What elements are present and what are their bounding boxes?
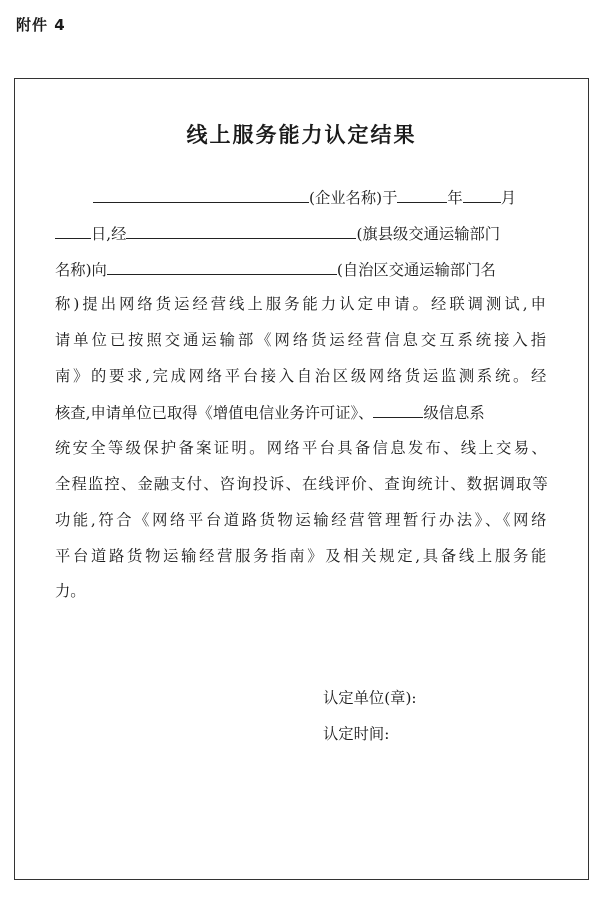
day-blank — [55, 221, 91, 239]
body-text-8: 统安全等级保护备案证明。网络平台具备信息发布、线上交易、 — [55, 439, 549, 457]
body-text-9: 全程监控、金融支付、咨询投诉、在线评价、查询统计、数据调取等 — [55, 475, 549, 493]
year-blank — [397, 185, 447, 203]
month-label: 月 — [500, 189, 517, 207]
county-dept-label: (旗县级交通运输部门 — [356, 225, 501, 243]
body-line-1 — [55, 185, 549, 209]
body-line-10 — [55, 508, 549, 532]
body-text-7b: 级信息系 — [423, 404, 485, 422]
company-name-blank — [93, 185, 309, 203]
region-dept-label: (自治区交通运输部门名 — [336, 261, 496, 279]
body-text-6: 南》的要求,完成网络平台接入自治区级网络货运监测系统。经 — [55, 367, 549, 385]
body-line-7 — [55, 400, 549, 424]
body-line-3 — [55, 257, 549, 281]
body-text-5: 请单位已按照交通运输部《网络货运经营信息交互系统接入指 — [55, 331, 549, 349]
region-dept-blank — [107, 257, 337, 275]
attachment-label: 附件 4 — [16, 16, 66, 34]
county-dept-blank — [126, 221, 356, 239]
body-line-5 — [55, 328, 549, 352]
body-line-8 — [55, 436, 549, 460]
body-line-2 — [55, 221, 549, 245]
body-text-4: 称)提出网络货运经营线上服务能力认定申请。经联调测试,申 — [55, 295, 549, 313]
body-text-12: 力。 — [55, 582, 86, 600]
body-text-7a: 核查,申请单位已取得《增值电信业务许可证》、 — [55, 404, 374, 422]
level-blank — [373, 400, 423, 418]
year-label: 年 — [447, 189, 463, 207]
body-line-4 — [55, 292, 549, 316]
certifying-time-label: 认定时间: — [323, 725, 390, 743]
month-blank — [463, 185, 501, 203]
certifying-unit-label: 认定单位(章): — [323, 689, 417, 707]
body-line-6 — [55, 364, 549, 388]
page-title: 线上服务能力认定结果 — [186, 123, 417, 147]
body-line-12 — [55, 579, 549, 603]
body-line-9 — [55, 472, 549, 496]
body-line-11 — [55, 544, 549, 568]
day-label: 日,经 — [91, 225, 127, 243]
document-frame — [14, 78, 589, 880]
name-to-label: 名称)向 — [55, 261, 107, 279]
body-text-10: 功能,符合《网络平台道路货物运输经营管理暂行办法》、《网络 — [55, 511, 549, 529]
body-text-11: 平台道路货物运输经营服务指南》及相关规定,具备线上服务能 — [55, 547, 549, 565]
company-name-label: (企业名称)于 — [309, 189, 398, 207]
